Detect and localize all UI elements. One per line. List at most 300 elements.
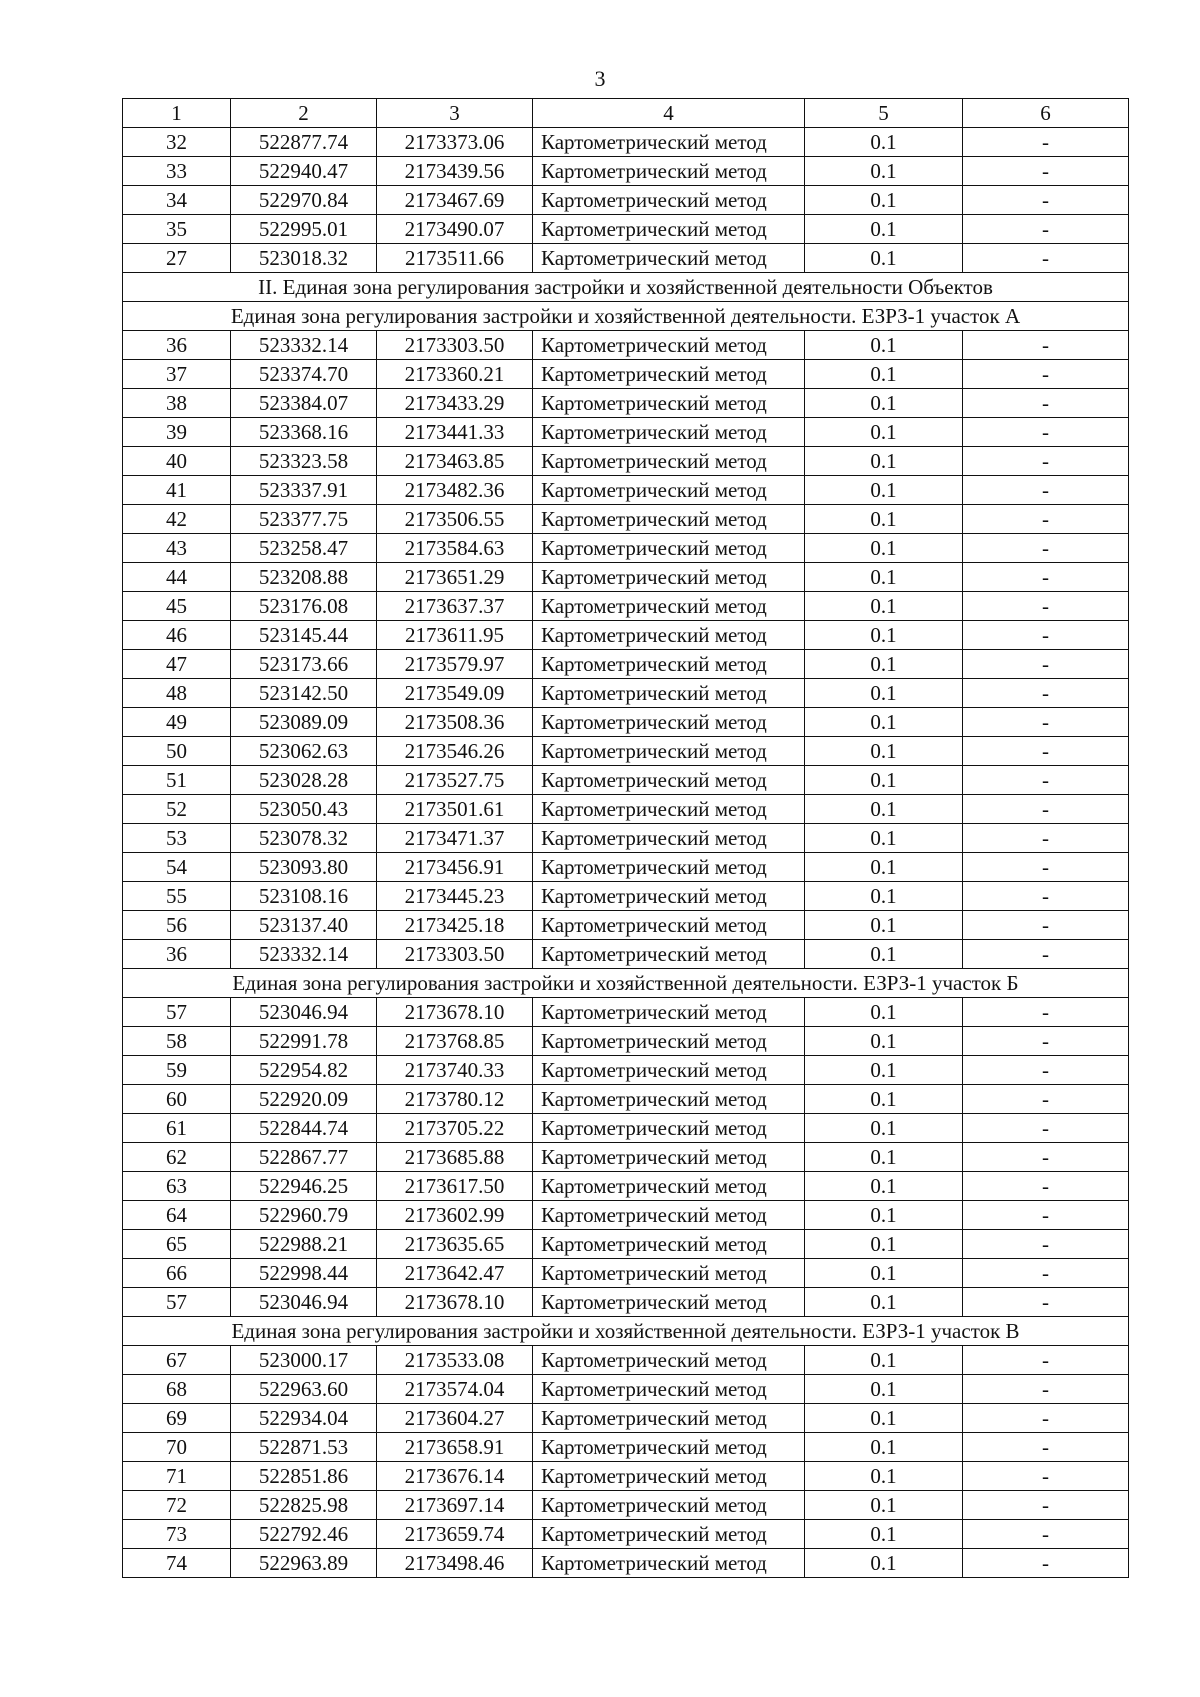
description-cell: -	[963, 650, 1129, 679]
method-cell: Картометрический метод	[533, 824, 805, 853]
x-coordinate-cell: 523176.08	[231, 592, 377, 621]
point-number-cell: 45	[123, 592, 231, 621]
description-cell: -	[963, 766, 1129, 795]
description-cell: -	[963, 215, 1129, 244]
point-number-cell: 51	[123, 766, 231, 795]
x-coordinate-cell: 522877.74	[231, 128, 377, 157]
accuracy-cell: 0.1	[805, 1288, 963, 1317]
method-cell: Картометрический метод	[533, 1114, 805, 1143]
accuracy-cell: 0.1	[805, 621, 963, 650]
x-coordinate-cell: 522991.78	[231, 1027, 377, 1056]
x-coordinate-cell: 522960.79	[231, 1201, 377, 1230]
accuracy-cell: 0.1	[805, 998, 963, 1027]
point-number-cell: 44	[123, 563, 231, 592]
accuracy-cell: 0.1	[805, 157, 963, 186]
point-number-cell: 60	[123, 1085, 231, 1114]
y-coordinate-cell: 2173549.09	[377, 679, 533, 708]
description-cell: -	[963, 505, 1129, 534]
x-coordinate-cell: 523368.16	[231, 418, 377, 447]
table-row	[123, 1520, 1129, 1549]
method-cell: Картометрический метод	[533, 1462, 805, 1491]
x-coordinate-cell: 523046.94	[231, 998, 377, 1027]
method-cell: Картометрический метод	[533, 447, 805, 476]
x-coordinate-cell: 523258.47	[231, 534, 377, 563]
method-cell: Картометрический метод	[533, 1085, 805, 1114]
description-cell: -	[963, 1085, 1129, 1114]
table-row	[123, 1201, 1129, 1230]
y-coordinate-cell: 2173445.23	[377, 882, 533, 911]
table-row	[123, 824, 1129, 853]
point-number-cell: 56	[123, 911, 231, 940]
table-row	[123, 1288, 1129, 1317]
table-row	[123, 766, 1129, 795]
accuracy-cell: 0.1	[805, 1056, 963, 1085]
table-row	[123, 534, 1129, 563]
accuracy-cell: 0.1	[805, 1259, 963, 1288]
method-cell: Картометрический метод	[533, 998, 805, 1027]
y-coordinate-cell: 2173574.04	[377, 1375, 533, 1404]
point-number-cell: 38	[123, 389, 231, 418]
method-cell: Картометрический метод	[533, 766, 805, 795]
accuracy-cell: 0.1	[805, 186, 963, 215]
description-cell: -	[963, 1433, 1129, 1462]
accuracy-cell: 0.1	[805, 592, 963, 621]
y-coordinate-cell: 2173501.61	[377, 795, 533, 824]
accuracy-cell: 0.1	[805, 1230, 963, 1259]
x-coordinate-cell: 523062.63	[231, 737, 377, 766]
point-number-cell: 74	[123, 1549, 231, 1578]
y-coordinate-cell: 2173705.22	[377, 1114, 533, 1143]
description-cell: -	[963, 1288, 1129, 1317]
y-coordinate-cell: 2173685.88	[377, 1143, 533, 1172]
description-cell: -	[963, 592, 1129, 621]
table-row	[123, 1346, 1129, 1375]
table-row	[123, 1404, 1129, 1433]
y-coordinate-cell: 2173441.33	[377, 418, 533, 447]
description-cell: -	[963, 157, 1129, 186]
section-title-row	[123, 273, 1129, 302]
y-coordinate-cell: 2173579.97	[377, 650, 533, 679]
x-coordinate-cell: 522963.89	[231, 1549, 377, 1578]
point-number-cell: 50	[123, 737, 231, 766]
accuracy-cell: 0.1	[805, 824, 963, 853]
coordinates-table	[122, 98, 1129, 1578]
accuracy-cell: 0.1	[805, 1085, 963, 1114]
table-row	[123, 447, 1129, 476]
description-cell: -	[963, 1143, 1129, 1172]
y-coordinate-cell: 2173527.75	[377, 766, 533, 795]
header-cell: 2	[231, 99, 377, 128]
table-row	[123, 650, 1129, 679]
table-row	[123, 244, 1129, 273]
description-cell: -	[963, 389, 1129, 418]
table-row	[123, 360, 1129, 389]
method-cell: Картометрический метод	[533, 940, 805, 969]
method-cell: Картометрический метод	[533, 621, 805, 650]
accuracy-cell: 0.1	[805, 215, 963, 244]
y-coordinate-cell: 2173482.36	[377, 476, 533, 505]
accuracy-cell: 0.1	[805, 911, 963, 940]
method-cell: Картометрический метод	[533, 331, 805, 360]
table-row	[123, 1491, 1129, 1520]
y-coordinate-cell: 2173780.12	[377, 1085, 533, 1114]
accuracy-cell: 0.1	[805, 476, 963, 505]
y-coordinate-cell: 2173642.47	[377, 1259, 533, 1288]
accuracy-cell: 0.1	[805, 679, 963, 708]
description-cell: -	[963, 737, 1129, 766]
accuracy-cell: 0.1	[805, 418, 963, 447]
description-cell: -	[963, 1259, 1129, 1288]
table-row	[123, 1085, 1129, 1114]
x-coordinate-cell: 523208.88	[231, 563, 377, 592]
description-cell: -	[963, 1520, 1129, 1549]
table-row	[123, 1462, 1129, 1491]
header-row	[123, 99, 1129, 128]
page-number: 3	[594, 66, 606, 91]
point-number-cell: 62	[123, 1143, 231, 1172]
accuracy-cell: 0.1	[805, 650, 963, 679]
y-coordinate-cell: 2173360.21	[377, 360, 533, 389]
x-coordinate-cell: 523046.94	[231, 1288, 377, 1317]
accuracy-cell: 0.1	[805, 1491, 963, 1520]
method-cell: Картометрический метод	[533, 157, 805, 186]
table-row	[123, 418, 1129, 447]
point-number-cell: 61	[123, 1114, 231, 1143]
table-row	[123, 128, 1129, 157]
accuracy-cell: 0.1	[805, 244, 963, 273]
description-cell: -	[963, 1404, 1129, 1433]
description-cell: -	[963, 882, 1129, 911]
method-cell: Картометрический метод	[533, 1201, 805, 1230]
section-title: Единая зона регулирования застройки и хозяйственной деятельности. ЕЗРЗ-1 участок А	[123, 302, 1129, 331]
table-row	[123, 1114, 1129, 1143]
x-coordinate-cell: 523137.40	[231, 911, 377, 940]
method-cell: Картометрический метод	[533, 186, 805, 215]
accuracy-cell: 0.1	[805, 1375, 963, 1404]
y-coordinate-cell: 2173303.50	[377, 940, 533, 969]
point-number-cell: 58	[123, 1027, 231, 1056]
y-coordinate-cell: 2173456.91	[377, 853, 533, 882]
x-coordinate-cell: 523018.32	[231, 244, 377, 273]
method-cell: Картометрический метод	[533, 1172, 805, 1201]
accuracy-cell: 0.1	[805, 128, 963, 157]
description-cell: -	[963, 1056, 1129, 1085]
table-row	[123, 1259, 1129, 1288]
y-coordinate-cell: 2173533.08	[377, 1346, 533, 1375]
point-number-cell: 43	[123, 534, 231, 563]
method-cell: Картометрический метод	[533, 795, 805, 824]
table-row	[123, 476, 1129, 505]
table-row	[123, 940, 1129, 969]
description-cell: -	[963, 186, 1129, 215]
accuracy-cell: 0.1	[805, 882, 963, 911]
y-coordinate-cell: 2173617.50	[377, 1172, 533, 1201]
description-cell: -	[963, 679, 1129, 708]
y-coordinate-cell: 2173584.63	[377, 534, 533, 563]
method-cell: Картометрический метод	[533, 1433, 805, 1462]
y-coordinate-cell: 2173471.37	[377, 824, 533, 853]
method-cell: Картометрический метод	[533, 505, 805, 534]
table-row	[123, 853, 1129, 882]
table-row	[123, 215, 1129, 244]
section-title: II. Единая зона регулирования застройки и хозяйственной деятельности Объектов	[123, 273, 1129, 302]
method-cell: Картометрический метод	[533, 128, 805, 157]
point-number-cell: 33	[123, 157, 231, 186]
point-number-cell: 36	[123, 331, 231, 360]
y-coordinate-cell: 2173506.55	[377, 505, 533, 534]
y-coordinate-cell: 2173508.36	[377, 708, 533, 737]
point-number-cell: 47	[123, 650, 231, 679]
section-title: Единая зона регулирования застройки и хозяйственной деятельности. ЕЗРЗ-1 участок В	[123, 1317, 1129, 1346]
method-cell: Картометрический метод	[533, 389, 805, 418]
accuracy-cell: 0.1	[805, 853, 963, 882]
description-cell: -	[963, 1346, 1129, 1375]
point-number-cell: 35	[123, 215, 231, 244]
x-coordinate-cell: 522940.47	[231, 157, 377, 186]
table-row	[123, 389, 1129, 418]
accuracy-cell: 0.1	[805, 1172, 963, 1201]
accuracy-cell: 0.1	[805, 1201, 963, 1230]
x-coordinate-cell: 523089.09	[231, 708, 377, 737]
header-cell: 5	[805, 99, 963, 128]
accuracy-cell: 0.1	[805, 1549, 963, 1578]
description-cell: -	[963, 708, 1129, 737]
y-coordinate-cell: 2173611.95	[377, 621, 533, 650]
method-cell: Картометрический метод	[533, 1056, 805, 1085]
x-coordinate-cell: 522920.09	[231, 1085, 377, 1114]
point-number-cell: 41	[123, 476, 231, 505]
table-row	[123, 1027, 1129, 1056]
table-row	[123, 563, 1129, 592]
y-coordinate-cell: 2173697.14	[377, 1491, 533, 1520]
point-number-cell: 49	[123, 708, 231, 737]
description-cell: -	[963, 1114, 1129, 1143]
description-cell: -	[963, 795, 1129, 824]
x-coordinate-cell: 522851.86	[231, 1462, 377, 1491]
description-cell: -	[963, 244, 1129, 273]
accuracy-cell: 0.1	[805, 708, 963, 737]
point-number-cell: 70	[123, 1433, 231, 1462]
point-number-cell: 65	[123, 1230, 231, 1259]
description-cell: -	[963, 447, 1129, 476]
method-cell: Картометрический метод	[533, 1259, 805, 1288]
point-number-cell: 48	[123, 679, 231, 708]
y-coordinate-cell: 2173740.33	[377, 1056, 533, 1085]
method-cell: Картометрический метод	[533, 1143, 805, 1172]
point-number-cell: 67	[123, 1346, 231, 1375]
description-cell: -	[963, 476, 1129, 505]
x-coordinate-cell: 522995.01	[231, 215, 377, 244]
accuracy-cell: 0.1	[805, 1346, 963, 1375]
method-cell: Картометрический метод	[533, 1404, 805, 1433]
y-coordinate-cell: 2173373.06	[377, 128, 533, 157]
description-cell: -	[963, 1491, 1129, 1520]
table-row	[123, 1230, 1129, 1259]
point-number-cell: 34	[123, 186, 231, 215]
x-coordinate-cell: 523332.14	[231, 940, 377, 969]
table-row	[123, 592, 1129, 621]
accuracy-cell: 0.1	[805, 360, 963, 389]
point-number-cell: 46	[123, 621, 231, 650]
point-number-cell: 64	[123, 1201, 231, 1230]
y-coordinate-cell: 2173433.29	[377, 389, 533, 418]
x-coordinate-cell: 523374.70	[231, 360, 377, 389]
section-title-row	[123, 1317, 1129, 1346]
x-coordinate-cell: 523050.43	[231, 795, 377, 824]
point-number-cell: 40	[123, 447, 231, 476]
accuracy-cell: 0.1	[805, 331, 963, 360]
accuracy-cell: 0.1	[805, 795, 963, 824]
x-coordinate-cell: 523173.66	[231, 650, 377, 679]
table-row	[123, 795, 1129, 824]
x-coordinate-cell: 523142.50	[231, 679, 377, 708]
y-coordinate-cell: 2173658.91	[377, 1433, 533, 1462]
accuracy-cell: 0.1	[805, 940, 963, 969]
method-cell: Картометрический метод	[533, 476, 805, 505]
accuracy-cell: 0.1	[805, 447, 963, 476]
table-row	[123, 1056, 1129, 1085]
header-cell: 4	[533, 99, 805, 128]
x-coordinate-cell: 523078.32	[231, 824, 377, 853]
x-coordinate-cell: 523093.80	[231, 853, 377, 882]
description-cell: -	[963, 1375, 1129, 1404]
x-coordinate-cell: 523108.16	[231, 882, 377, 911]
y-coordinate-cell: 2173498.46	[377, 1549, 533, 1578]
method-cell: Картометрический метод	[533, 679, 805, 708]
table-row	[123, 1375, 1129, 1404]
x-coordinate-cell: 523145.44	[231, 621, 377, 650]
y-coordinate-cell: 2173511.66	[377, 244, 533, 273]
y-coordinate-cell: 2173651.29	[377, 563, 533, 592]
y-coordinate-cell: 2173676.14	[377, 1462, 533, 1491]
description-cell: -	[963, 911, 1129, 940]
y-coordinate-cell: 2173635.65	[377, 1230, 533, 1259]
x-coordinate-cell: 523000.17	[231, 1346, 377, 1375]
method-cell: Картометрический метод	[533, 1346, 805, 1375]
description-cell: -	[963, 998, 1129, 1027]
point-number-cell: 69	[123, 1404, 231, 1433]
header-cell: 3	[377, 99, 533, 128]
point-number-cell: 42	[123, 505, 231, 534]
method-cell: Картометрический метод	[533, 708, 805, 737]
table-row	[123, 157, 1129, 186]
accuracy-cell: 0.1	[805, 1143, 963, 1172]
x-coordinate-cell: 522970.84	[231, 186, 377, 215]
table-row	[123, 679, 1129, 708]
method-cell: Картометрический метод	[533, 882, 805, 911]
accuracy-cell: 0.1	[805, 737, 963, 766]
point-number-cell: 63	[123, 1172, 231, 1201]
point-number-cell: 71	[123, 1462, 231, 1491]
method-cell: Картометрический метод	[533, 1375, 805, 1404]
x-coordinate-cell: 523384.07	[231, 389, 377, 418]
accuracy-cell: 0.1	[805, 1433, 963, 1462]
description-cell: -	[963, 1230, 1129, 1259]
x-coordinate-cell: 522946.25	[231, 1172, 377, 1201]
table-row	[123, 621, 1129, 650]
description-cell: -	[963, 1462, 1129, 1491]
accuracy-cell: 0.1	[805, 1520, 963, 1549]
header-cell: 1	[123, 99, 231, 128]
x-coordinate-cell: 522867.77	[231, 1143, 377, 1172]
point-number-cell: 27	[123, 244, 231, 273]
point-number-cell: 57	[123, 1288, 231, 1317]
y-coordinate-cell: 2173463.85	[377, 447, 533, 476]
y-coordinate-cell: 2173637.37	[377, 592, 533, 621]
y-coordinate-cell: 2173439.56	[377, 157, 533, 186]
method-cell: Картометрический метод	[533, 563, 805, 592]
table-row	[123, 708, 1129, 737]
method-cell: Картометрический метод	[533, 215, 805, 244]
method-cell: Картометрический метод	[533, 650, 805, 679]
x-coordinate-cell: 522871.53	[231, 1433, 377, 1462]
x-coordinate-cell: 522934.04	[231, 1404, 377, 1433]
y-coordinate-cell: 2173425.18	[377, 911, 533, 940]
point-number-cell: 37	[123, 360, 231, 389]
table-body	[123, 99, 1129, 1578]
method-cell: Картометрический метод	[533, 1027, 805, 1056]
point-number-cell: 39	[123, 418, 231, 447]
method-cell: Картометрический метод	[533, 1230, 805, 1259]
point-number-cell: 54	[123, 853, 231, 882]
section-title: Единая зона регулирования застройки и хозяйственной деятельности. ЕЗРЗ-1 участок Б	[123, 969, 1129, 998]
y-coordinate-cell: 2173546.26	[377, 737, 533, 766]
method-cell: Картометрический метод	[533, 853, 805, 882]
accuracy-cell: 0.1	[805, 534, 963, 563]
method-cell: Картометрический метод	[533, 1549, 805, 1578]
description-cell: -	[963, 853, 1129, 882]
table-row	[123, 186, 1129, 215]
point-number-cell: 57	[123, 998, 231, 1027]
table-row	[123, 911, 1129, 940]
header-cell: 6	[963, 99, 1129, 128]
point-number-cell: 59	[123, 1056, 231, 1085]
y-coordinate-cell: 2173303.50	[377, 331, 533, 360]
y-coordinate-cell: 2173467.69	[377, 186, 533, 215]
description-cell: -	[963, 128, 1129, 157]
point-number-cell: 66	[123, 1259, 231, 1288]
method-cell: Картометрический метод	[533, 534, 805, 563]
method-cell: Картометрический метод	[533, 360, 805, 389]
point-number-cell: 73	[123, 1520, 231, 1549]
x-coordinate-cell: 522988.21	[231, 1230, 377, 1259]
table-row	[123, 1433, 1129, 1462]
description-cell: -	[963, 534, 1129, 563]
accuracy-cell: 0.1	[805, 1114, 963, 1143]
method-cell: Картометрический метод	[533, 911, 805, 940]
x-coordinate-cell: 522954.82	[231, 1056, 377, 1085]
x-coordinate-cell: 523323.58	[231, 447, 377, 476]
method-cell: Картометрический метод	[533, 418, 805, 447]
table-row	[123, 1549, 1129, 1578]
method-cell: Картометрический метод	[533, 737, 805, 766]
description-cell: -	[963, 1027, 1129, 1056]
x-coordinate-cell: 523332.14	[231, 331, 377, 360]
point-number-cell: 32	[123, 128, 231, 157]
description-cell: -	[963, 563, 1129, 592]
description-cell: -	[963, 331, 1129, 360]
point-number-cell: 55	[123, 882, 231, 911]
point-number-cell: 68	[123, 1375, 231, 1404]
accuracy-cell: 0.1	[805, 1027, 963, 1056]
x-coordinate-cell: 523377.75	[231, 505, 377, 534]
x-coordinate-cell: 523337.91	[231, 476, 377, 505]
table-row	[123, 1172, 1129, 1201]
method-cell: Картометрический метод	[533, 1288, 805, 1317]
x-coordinate-cell: 523028.28	[231, 766, 377, 795]
x-coordinate-cell: 522792.46	[231, 1520, 377, 1549]
y-coordinate-cell: 2173678.10	[377, 1288, 533, 1317]
